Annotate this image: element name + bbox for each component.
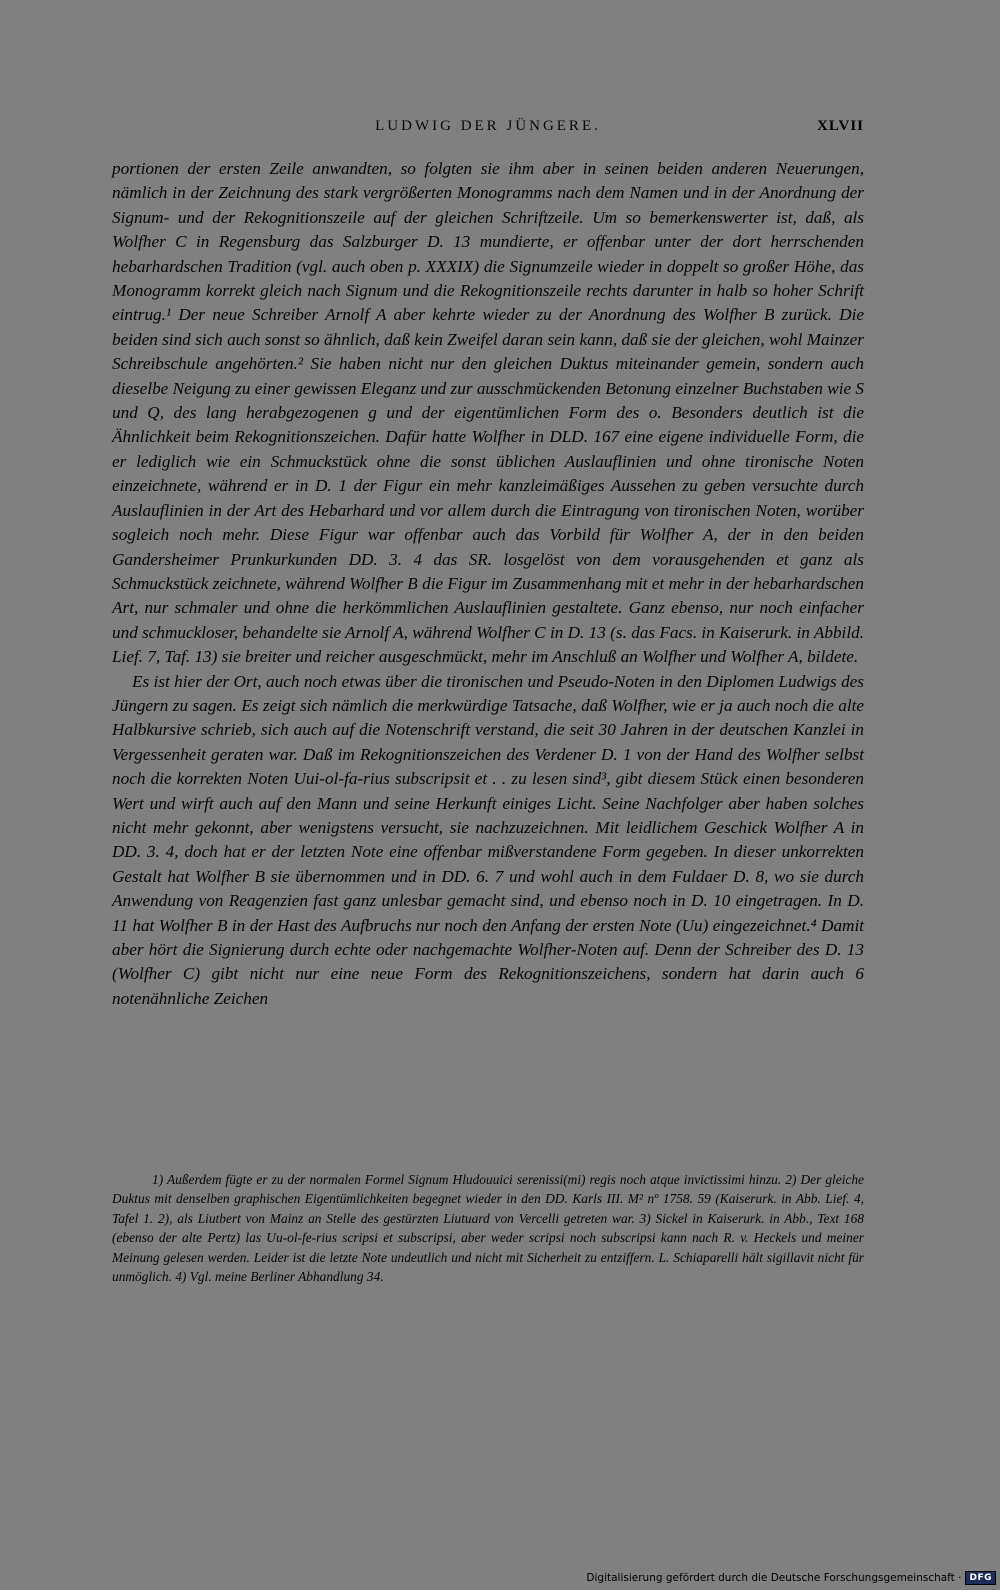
paragraph: Es ist hier der Ort, auch noch etwas über die tironischen und Pseudo-Noten in den Diplomen Ludwigs des Jüngern zu sagen. Es zeigt sich nämlich die merkwürdige Tatsache, daß Wolfher, wie er ja auch noch die alte Halbkursive schrieb, sich auch auf die Notenschrift verstand, die seit 30 Jahren in der deutschen Kanzlei in Vergessenheit geraten war. Daß im Rekognitionszeichen des Verdener D. 1 von der Hand des Wolfher selbst noch die korrekten Noten Uui-ol-fa-rius subscripsit et . . zu lesen sind³, gibt diesem Stück einen besonderen Wert und wirft auch auf den Mann und seine Herkunft einiges Licht. Seine Nachfolger aber haben solches nicht mehr gekonnt, aber wenigstens versucht, sie nachzuzeichnen. Mit leidlichem Geschick Wolfher A in DD. 3. 4, doch hat er der letzten Note eine offenbar mißverstandene Form gegeben. In dieser unkorrekten Gestalt hat Wolfher B sie übernommen und in DD. 6. 7 und wohl auch in dem Fuldaer D. 8, wo sie durch Anwendung von Reagenzien fast ganz unlesbar gemacht sind, und ebenso noch in D. 10 eingetragen. In D. 11 hat Wolfher B in der Hast des Aufbruchs nur noch den Anfang der ersten Note (Uu) eingezeichnet.⁴ Damit aber hört die Signierung durch echte oder nachgemachte Wolfher-Noten auf. Denn der Schreiber des D. 13 (Wolfher C) gibt nicht nur eine neue Form des Rekognitionszeichens, sondern hat darin auch 6 notenähnliche Zeichen bbox=[112, 671, 864, 1008]
running-title: LUDWIG DER JÜNGERE. bbox=[375, 118, 601, 134]
page-header bbox=[112, 118, 864, 142]
paragraph: portionen der ersten Zeile anwandten, so folgten sie ihm aber in seinen beiden anderen Neuerungen, nämlich in der Zeichnung des stark vergrößerten Monogramms nach dem Namen und in der Anordnung der Signum- und der Rekognitionszeile auf der gleichen Schriftzeile. Um so bemerkenswerter ist, daß, als Wolfher C in Regensburg das Salzburger D. 13 mundierte, er offenbar unter der dort herrschenden hebarhardschen Tradition (vgl. auch oben p. XXXIX) die Signumzeile wieder in doppelt so großer Höhe, das Monogramm korrekt gleich nach Signum und die Rekognitionszeile rechts darunter in halb so hoher Schrift eintrug.¹ Der neue Schreiber Arnolf A aber kehrte wieder zu der Anordnung des Wolfher B zurück. Die beiden sind sich auch sonst so ähnlich, daß kein Zweifel daran sein kann, daß sie der gleichen, wohl Mainzer Schreibschule angehörten.² Sie haben nicht nur den gleichen Duktus miteinander gemein, sondern auch dieselbe Neigung zu einer gewissen Eleganz und zur ausschmückenden Betonung einzelner Buchstaben wie S und Q, des lang herabgezogenen g und der eigentümlichen Form des o. Besonders deutlich ist die Ähnlichkeit beim Rekognitionszeichen. Dafür hatte Wolfher in DLD. 167 eine eigene individuelle Form, die er lediglich wie ein Schmuckstück ohne die sonst üblichen Auslauflinien und ohne tironische Noten einzeichnete, während er in D. 1 der Figur ein mehr kanzleimäßiges Aussehen zu geben versuchte durch Auslauflinien in der Art des Hebarhard und vor allem durch die Eintragung von tironischen Noten, worüber sogleich noch mehr. Diese Figur war offenbar auch das Vorbild für Wolfher A, der in den beiden Gandersheimer Prunkurkunden DD. 3. 4 das SR. losgelöst von dem vorausgehenden et ganz als Schmuckstück zeichnete, während Wolfher B die Figur im Zusammenhang mit et mehr in der hebarhardschen Art, nur schmaler und ohne die herkömmlichen Auslauflinien gestaltete. Ganz ebenso, nur noch einfacher und schmuckloser, behandelte sie Arnolf A, während Wolfher C in D. 13 (s. das Facs. in Kaiserurk. in Abbild. Lief. 7, Taf. 13) sie breiter und reicher ausgeschmückt, mehr im Anschluß an Wolfher und Wolfher A, bildete. bbox=[112, 159, 864, 667]
dfg-logo-icon: DFG bbox=[965, 1571, 996, 1585]
body-text bbox=[112, 157, 864, 1011]
footnotes bbox=[112, 1170, 864, 1286]
footer-credit: Digitalisierung gefördert durch die Deutsche Forschungsgemeinschaft · bbox=[586, 1572, 962, 1584]
digitization-footer bbox=[586, 1570, 996, 1586]
page-number: XLVII bbox=[817, 118, 864, 134]
footnote-text: 1) Außerdem fügte er zu der normalen Formel Signum Hludouuici serenissi(mi) regis noch atque invictissimi hinzu. 2) Der gleiche Duktus mit denselben graphischen Eigentümlichkeiten begegnet wieder in den DD. Karls III. M² nº 1758. 59 (Kaiserurk. in Abb. Lief. 4, Tafel 1. 2), als Liutbert von Mainz an Stelle des gestürzten Liutuard von Vercelli getreten war. 3) Sickel in Kaiserurk. in Abb., Text 168 (ebenso der alte Pertz) las Uu-ol-fe-rius scripsi et subscripsi, aber weder scripsi noch subscripsi kann nach R. v. Heckels und meiner Meinung gelesen werden. Leider ist die letzte Note undeutlich und nicht mit Sicherheit zu entziffern. L. Schiaparelli hält sigillavit nicht für unmöglich. 4) Vgl. meine Berliner Abhandlung 34. bbox=[112, 1172, 864, 1285]
